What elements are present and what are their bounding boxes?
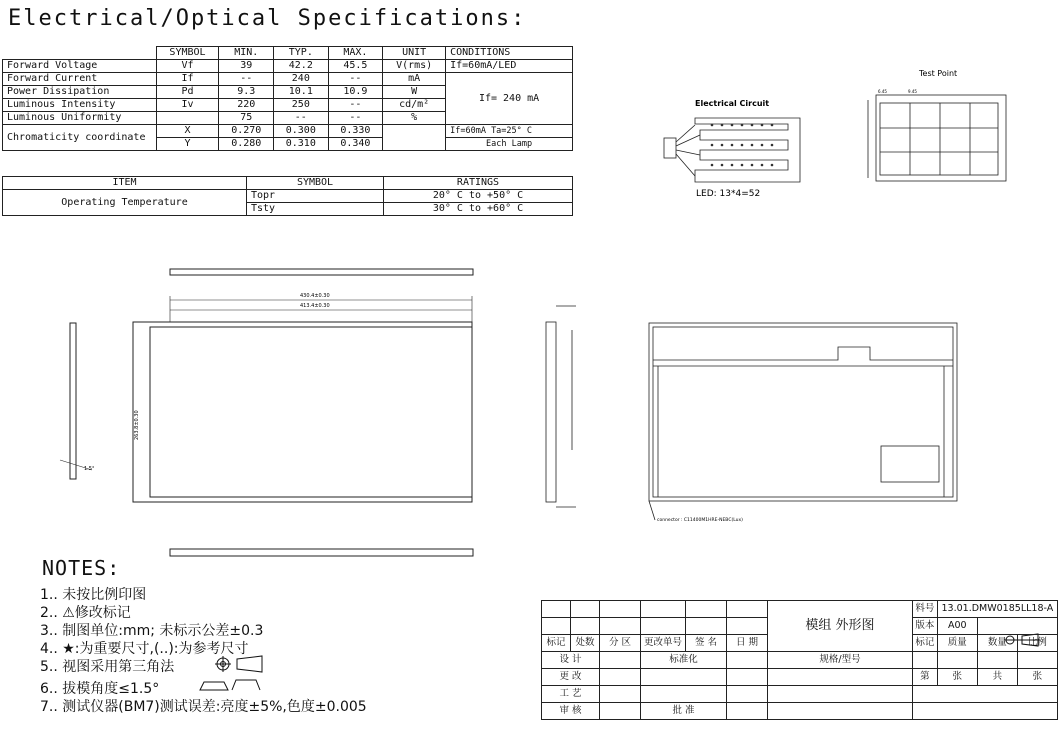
rating-header: ITEM (3, 177, 247, 190)
unit-cell: V(rms) (383, 60, 446, 73)
unit-cell: cd/m² (383, 99, 446, 112)
connector-note: connector : C11400M1HRE-NEBC(Lux) (657, 518, 743, 523)
drawing-name: 模组 外形图 (768, 601, 913, 652)
typ-cell: 240 (274, 73, 329, 86)
symbol-cell: Topr (247, 190, 384, 203)
min-cell: 220 (219, 99, 274, 112)
version-label: 版本 (913, 618, 938, 635)
min-cell: 75 (219, 112, 274, 125)
dim-outer-label: 430.4±0.30 (300, 293, 330, 299)
top-side-view (170, 269, 473, 275)
typ-cell: 42.2 (274, 60, 329, 73)
tb-header: 处数 (571, 635, 600, 652)
spec-header: MAX. (328, 47, 383, 60)
table-row (542, 703, 1058, 720)
max-cell: 10.9 (328, 86, 383, 99)
cond-cell: If=60mA/LED (446, 60, 573, 73)
dim-inner-label: 413.4±0.30 (300, 303, 330, 309)
note-item: 7.. 测试仪器(BM7)测试误差:亮度±5%,色度±0.005 (40, 699, 367, 715)
tb-header: 质量 (937, 635, 977, 652)
table-row (542, 652, 1058, 669)
tb-header: 分 区 (600, 635, 641, 652)
unit-cell: % (383, 112, 446, 125)
tb-header: 标记 (913, 635, 938, 652)
sheet-label: 张 (937, 669, 977, 686)
led-count-label: LED: 13*4=52 (696, 189, 761, 199)
symbol-cell: X (156, 125, 219, 138)
param-cell: Luminous Uniformity (3, 112, 157, 125)
note-item: 3.. 制图单位:mm; 未标示公差±0.3 (40, 623, 264, 639)
tb-header: 数量 (977, 635, 1017, 652)
unit-cell: W (383, 86, 446, 99)
version-value: A00 (937, 618, 977, 635)
typ-cell: 0.310 (274, 138, 329, 151)
rating-cell: 30° C to +60° C (384, 203, 573, 216)
symbol-cell: Y (156, 138, 219, 151)
max-cell: 0.340 (328, 138, 383, 151)
symbol-cell: Iv (156, 99, 219, 112)
note-item: 2.. ⚠修改标记 (40, 605, 131, 621)
symbol-cell: If (156, 73, 219, 86)
led-circuit-diagram (664, 118, 800, 182)
spec-header: UNIT (383, 47, 446, 60)
projection-symbol-icon (215, 656, 262, 672)
table-row (542, 601, 1058, 618)
spec-label: 规格/型号 (768, 652, 913, 669)
max-cell: -- (328, 112, 383, 125)
typ-cell: 0.300 (274, 125, 329, 138)
note-item: 6.. 拔模角度≤1.5° (40, 681, 160, 697)
sheet-label: 张 (1017, 669, 1057, 686)
test-point-dim: 9.45 (908, 89, 917, 94)
param-cell: Luminous Intensity (3, 99, 157, 112)
note-item: 1.. 未按比例印图 (40, 587, 147, 603)
item-cell: Operating Temperature (3, 190, 247, 216)
rating-cell: 20° C to +50° C (384, 190, 573, 203)
tb-header: 比例 (1017, 635, 1057, 652)
unit-cell: mA (383, 73, 446, 86)
typ-cell: -- (274, 112, 329, 125)
min-cell: 0.270 (219, 125, 274, 138)
left-side-view (70, 323, 76, 479)
spec-header: CONDITIONS (446, 47, 573, 60)
cond-cell: If= 240 mA (446, 73, 573, 125)
param-cell: Forward Current (3, 73, 157, 86)
spec-header: TYP. (274, 47, 329, 60)
rating-header: SYMBOL (247, 177, 384, 190)
min-cell: -- (219, 73, 274, 86)
param-cell: Power Dissipation (3, 86, 157, 99)
typ-cell: 10.1 (274, 86, 329, 99)
min-cell: 0.280 (219, 138, 274, 151)
max-cell: 0.330 (328, 125, 383, 138)
tb-std-label: 标准化 (641, 652, 727, 669)
cond-cell: Each Lamp (446, 138, 573, 151)
rear-view (649, 323, 957, 520)
symbol-cell: Tsty (247, 203, 384, 216)
sheet-label: 第 (913, 669, 938, 686)
circuit-title: Electrical Circuit (695, 99, 770, 108)
min-cell: 39 (219, 60, 274, 73)
right-side-view (546, 306, 576, 507)
draft-angle-icon (200, 680, 260, 690)
tb-row-label: 设 计 (542, 652, 600, 669)
page-title: Electrical/Optical Specifications: (8, 6, 527, 31)
sheet-label: 共 (977, 669, 1017, 686)
tb-row-label: 工 艺 (542, 686, 600, 703)
test-point-frame (868, 95, 1006, 181)
max-cell: -- (328, 99, 383, 112)
tb-header: 日 期 (727, 635, 768, 652)
part-label: 料号 (913, 601, 938, 618)
min-cell: 9.3 (219, 86, 274, 99)
test-point-dim: 6.45 (878, 89, 887, 94)
tb-row-label: 更 改 (542, 669, 600, 686)
table-row (542, 686, 1058, 703)
cond-cell: If=60mA Ta=25° C (446, 125, 573, 138)
max-cell: 45.5 (328, 60, 383, 73)
max-cell: -- (328, 73, 383, 86)
note-item: 4.. ★:为重要尺寸,(..):为参考尺寸 (40, 641, 249, 657)
front-view (133, 296, 472, 502)
tb-header: 签 名 (686, 635, 727, 652)
rating-header: RATINGS (384, 177, 573, 190)
tb-row-label: 审 核 (542, 703, 600, 720)
angle-label: 1.5° (84, 466, 95, 472)
table-row (542, 669, 1058, 686)
spec-header: SYMBOL (156, 47, 219, 60)
notes-title: NOTES: (42, 556, 121, 580)
dim-vert-label: 263.8±0.30 (134, 410, 140, 440)
symbol-cell: Pd (156, 86, 219, 99)
tb-header: 标记 (542, 635, 571, 652)
param-cell: Chromaticity coordinate (3, 125, 157, 151)
title-block (541, 600, 1058, 720)
symbol-cell: Vf (156, 60, 219, 73)
bottom-side-view (170, 549, 473, 556)
test-point-title: Test Point (919, 69, 958, 78)
param-cell: Forward Voltage (3, 60, 157, 73)
tb-header: 更改单号 (641, 635, 686, 652)
typ-cell: 250 (274, 99, 329, 112)
part-number: 13.01.DMW0185LL18-A (937, 601, 1057, 618)
spec-header: MIN. (219, 47, 274, 60)
note-item: 5.. 视图采用第三角法 (40, 659, 175, 675)
tb-approve-label: 批 准 (641, 703, 727, 720)
